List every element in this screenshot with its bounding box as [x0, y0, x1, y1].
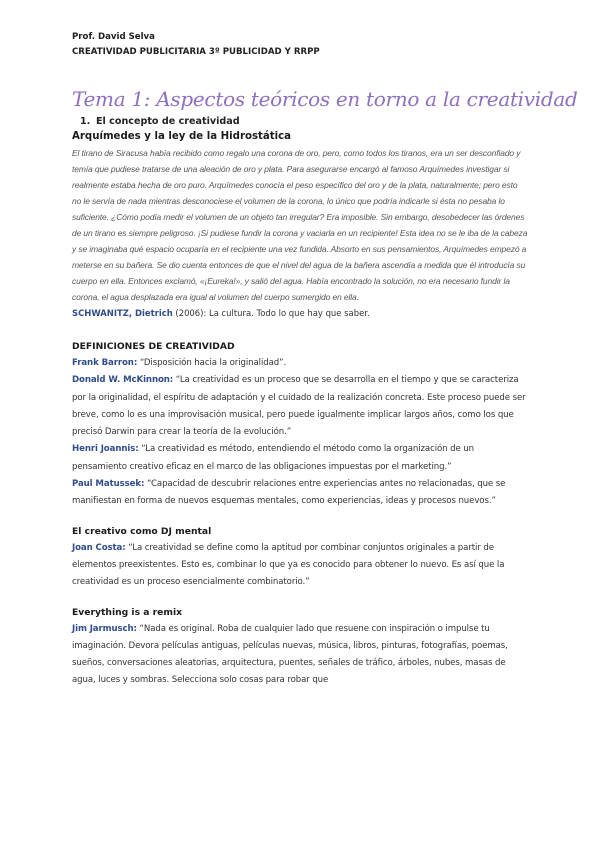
definition-author: Henri Joannis: — [72, 444, 139, 455]
definition-author: Paul Matussek: — [72, 479, 145, 490]
quote-source — [72, 305, 528, 322]
dj-author: Joan Costa: — [72, 542, 126, 553]
dj-heading: El creativo como DJ mental — [72, 525, 212, 537]
remix-paragraph — [72, 621, 528, 690]
section-1-number: 1. — [80, 116, 91, 127]
document-page — [72, 30, 578, 690]
dj-paragraph — [72, 540, 528, 592]
source-author: SCHWANITZ, Dietrich — [72, 308, 173, 318]
definition-item — [72, 441, 528, 476]
header-author: Prof. David Selva — [72, 32, 155, 42]
definition-item — [72, 355, 528, 372]
section-1-subtitle: Arquímedes y la ley de la Hidrostática — [72, 131, 292, 142]
document-title: Tema 1: Aspectos teóricos en torno a la creatividad — [72, 87, 578, 111]
header-course: CREATIVIDAD PUBLICITARIA 3º PUBLICIDAD Y RRPP — [72, 47, 320, 57]
definition-item — [72, 372, 528, 441]
definition-text: “Disposición hacia la originalidad”. — [139, 358, 287, 368]
definition-author: Frank Barron: — [72, 358, 138, 368]
section-1-label: El concepto de creatividad — [96, 116, 240, 127]
definition-text: “Capacidad de descubrir relaciones entre experiencias antes no relacionadas, que se manifiestan en forma de nuevos esquemas mentales, como experiencias, ideas y procesos nuevos.” — [72, 479, 506, 507]
remix-heading: Everything is a remix — [72, 606, 183, 618]
dj-text: “La creatividad se define como la aptitud por combinar conjuntos originales a partir de elementos preexistentes. Esto es, combinar lo que ya es conocido para obtener lo nuevo. Es así que la creatividad es un proceso esencialmente combinatorio.” — [72, 542, 505, 588]
definition-author: Donald W. McKinnon: — [72, 375, 174, 386]
remix-text: “Nada es original. Roba de cualquier lado que resuene con inspiración o impulse tu imaginación. Devora películas antiguas, películas nuevas, música, libros, pinturas, fotografías, poemas, sueños, conversaciones aleatorias, arquitectura, puentes, señales de tráfico, árboles, nubes, masas de agua, luces y sombras. Selecciona solo cosas para robar que — [72, 623, 508, 686]
remix-author: Jim Jarmusch: — [72, 623, 137, 634]
definition-item — [72, 476, 528, 511]
definition-text: “La creatividad es método, entendiendo el método como la organización de un pensamiento creativo eficaz en el marco de las obligaciones impuestas por el marketing.” — [72, 444, 475, 472]
section-1-heading — [72, 115, 528, 129]
definitions-heading: DEFINICIONES DE CREATIVIDAD — [72, 341, 235, 352]
definition-text: “La creatividad es un proceso que se desarrolla en el tiempo y que se caracteriza por la originalidad, el espíritu de adaptación y el cuidado de la realización concreta. Este proceso puede ser breve, como lo es una improvisación musical, pero puede igualmente implicar largos años, como los que precisó Darwin para crear la teoría de la evolución.” — [72, 375, 526, 438]
source-text: (2006): La cultura. Todo lo que hay que saber. — [175, 308, 370, 318]
archimedes-quote: El tirano de Siracusa había recibido como regalo una corona de oro, pero, como todos los tiranos, era un ser desconfiado y temía que pudiese tratarse de una aleación de oro y plata. Para asegurarse encargó al famoso Arquímedes investigar si realmente estaba hecha de oro puro. Arquímedes conocía el peso específico del oro y de la plata, naturalmente; pero esto no le servía de nada mientras desconociese el volumen de la corona, lo único que podría indicarle si ésta no pesaba lo suficiente. ¿Cómo podía medir el volumen de un objeto tan irregular? Era imposible. Sin embargo, desobedecer las órdenes de un tirano es siempre peligroso. ¡Si pudiese fundir la corona y vaciarla en un recipiente! Esta idea no se le iba de la cabeza y se imaginaba qué espacio ocuparía en el recipiente una vez fundida. Absorto en sus pensamientos, Arquímedes empezó a meterse en su bañera. Se dio cuenta entonces de que el nivel del agua de la bañera ascendía a medida que él introducía su cuerpo en ella. Entonces exclamó, «¡Eureka!», y salió del agua. Había encontrado la solución, no era necesario fundir la corona, el agua desplazada era igual al volumen del cuerpo sumergido en ella. — [72, 148, 528, 302]
